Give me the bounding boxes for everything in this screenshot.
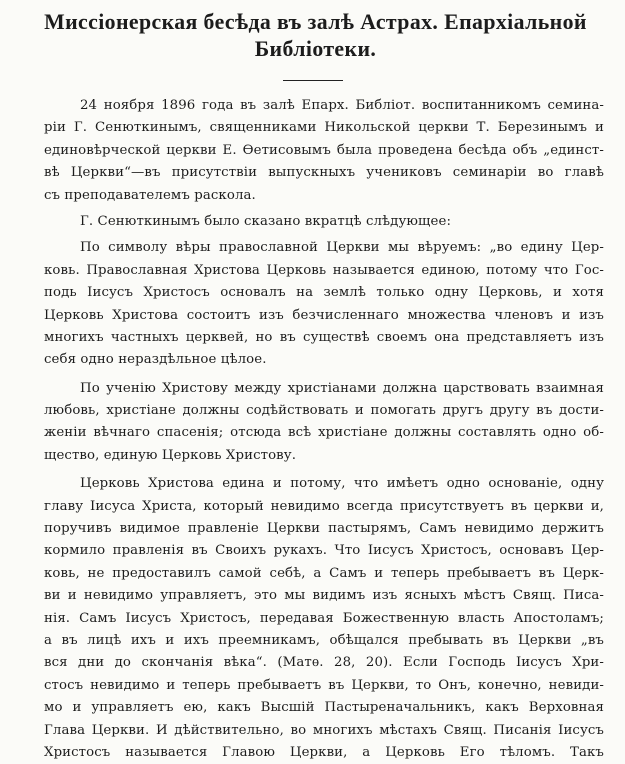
text-line: съ преподавателемъ раскола. [44,187,256,203]
text-line: ріи Г. Сенюткинымъ, священниками Никольской церкви Т. Березинымъ и [44,120,604,136]
text-line: 24 ноября 1896 года въ залѣ Епарх. Библіот. воспитанникомъ семина- [80,98,604,113]
text-line: ви и невидимо управляетъ, это мы видимъ изъ ясныхъ мѣстъ Свящ. Писа- [44,588,604,604]
text-line: женіи вѣчнаго спасенія; отсюда всѣ христіане должны составлять одно об- [44,425,604,441]
paragraph [44,473,604,764]
text-line: Церковь Христова едина и потому, что имѣетъ одно основаніе, одну [80,476,604,492]
paragraph [44,211,604,233]
text-line: многихъ частныхъ церквей, но въ существѣ своемъ она представляетъ изъ [44,329,604,345]
text-line: главу Іисуса Христа, который невидимо всегда присутствуетъ въ церкви и, [44,498,604,514]
text-line: По символу вѣры православной Церкви мы вѣруемъ: „во едину Цер- [80,240,604,256]
text-line: щество, единую Церковь Христову. [44,447,297,463]
paragraph [44,237,604,371]
text-line: поручивъ видимое правленіе Церкви пастырямъ, Самъ невидимо держитъ [44,521,604,537]
text-line: единовѣрческой церкви Е. Ѳетисовымъ была проведена бесѣда объ „единст- [44,142,604,158]
paragraph [44,95,604,207]
text-line: По ученію Христову между христіанами должна царствовать взаимная [80,380,604,396]
text-line: подь Іисусъ Христосъ основалъ на землѣ только одну Церковь, и хотя [44,285,604,301]
article-body [44,95,604,764]
text-line: а въ лицѣ ихъ и ихъ преемникамъ, обѣщался пребывать въ Церкви „въ [44,632,604,648]
text-line: Христосъ называется Главою Церкви, а Церковь Его тѣломъ. Такъ [44,744,604,760]
text-line: стосъ невидимо и теперь пребываетъ въ Церкви, то Онъ, конечно, невиди- [44,677,604,693]
title-line-1: Миссіонерская бесѣда въ залѣ Астрах. Епархіальной [44,9,587,34]
text-line: Церковь Христова состоитъ изъ безчисленнаго множества членовъ и изъ [44,307,604,323]
title-line-2: Библіотеки. [254,36,377,61]
text-line: мо и управляетъ ею, какъ Высшій Пастыреначальникъ, какъ Верховная [44,700,604,716]
text-line: Г. Сенюткинымъ было сказано вкратцѣ слѣдующее: [80,213,452,229]
text-line: ковь. Православная Христова Церковь называется единою, потому что Гос- [44,262,604,278]
title-divider [283,80,343,81]
text-line: кормило правленія въ Своихъ рукахъ. Что Іисусъ Христосъ, основавъ Цер- [44,543,604,559]
article-title [29,8,602,62]
text-line: Глава Церкви. И дѣйствительно, во многихъ мѣстахъ Свящ. Писанія Іисусъ [44,722,604,738]
paragraph [44,378,604,468]
text-line: нія. Самъ Іисусъ Христосъ, передавая Божественную власть Апостоламъ; [44,610,604,626]
text-line: любовь, христіане должны содѣйствовать и помогать другъ другу въ дости- [44,403,604,419]
text-line: себя одно нераздѣльное цѣлое. [44,352,267,368]
text-line: ковь, не предоставилъ самой себѣ, а Самъ и теперь пребываетъ въ Церк- [44,565,604,581]
text-line: вѣ Церкви“—въ присутствіи выпускныхъ учениковъ семинаріи во главѣ [44,165,604,181]
text-line: вся дни до скончанія вѣка“. (Матѳ. 28, 20). Если Господь Іисусъ Хри- [44,655,604,671]
